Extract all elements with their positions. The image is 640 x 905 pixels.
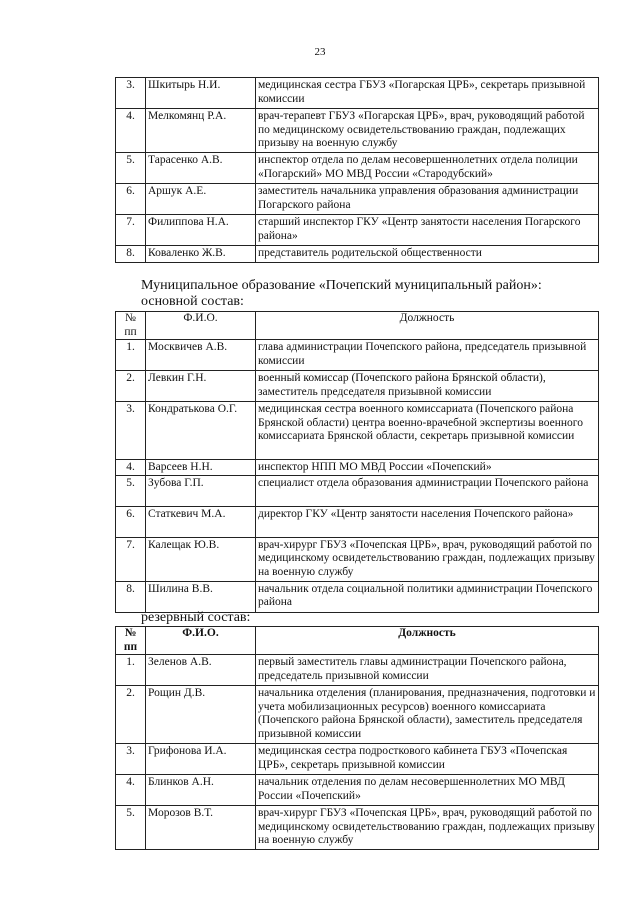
member-name: Аршук А.Е. <box>146 184 256 215</box>
row-number: 3. <box>116 78 146 109</box>
member-position: врач-хирург ГБУЗ «Почепская ЦРБ», врач, руководящий работой по медицинскому освидетельствованию граждан, подлежащих призыву на военную службу <box>256 537 599 581</box>
row-number: 3. <box>116 402 146 460</box>
member-position: начальника отделения (планирования, предназначения, подготовки и учета мобилизационных ресурсов) военного комиссариата (Почепского района Брянской области), заместитель председателя призывной комиссии <box>256 686 599 744</box>
table-row <box>116 246 599 263</box>
row-number: 2. <box>116 371 146 402</box>
member-name: Морозов В.Т. <box>146 806 256 850</box>
member-name: Блинков А.Н. <box>146 775 256 806</box>
row-number: 2. <box>116 686 146 744</box>
member-name: Тарасенко А.В. <box>146 153 256 184</box>
row-number: 8. <box>116 581 146 612</box>
table-row <box>116 581 599 612</box>
member-name: Зубова Г.П. <box>146 475 256 506</box>
member-name: Шкитырь Н.И. <box>146 78 256 109</box>
table-row <box>116 215 599 246</box>
row-number: 1. <box>116 655 146 686</box>
member-position: инспектор отдела по делам несовершеннолетних отдела полиции «Погарский» МО МВД России «Стародубский» <box>256 153 599 184</box>
row-number: 4. <box>116 775 146 806</box>
column-header-number: № пп <box>116 312 146 340</box>
member-position: медицинская сестра ГБУЗ «Погарская ЦРБ», секретарь призывной комиссии <box>256 78 599 109</box>
table-header-row <box>116 312 599 340</box>
member-name: Грифонова И.А. <box>146 744 256 775</box>
member-name: Варсеев Н.Н. <box>146 460 256 476</box>
member-position: первый заместитель главы администрации Почепского района, председатель призывной комиссии <box>256 655 599 686</box>
member-name: Шилина В.В. <box>146 581 256 612</box>
table-row <box>116 460 599 476</box>
commission-table-continued <box>115 77 599 263</box>
section-heading-municipality: Муниципальное образование «Почепский муниципальный район»: <box>141 278 542 293</box>
row-number: 4. <box>116 460 146 476</box>
row-number: 7. <box>116 215 146 246</box>
member-position: старший инспектор ГКУ «Центр занятости населения Погарского района» <box>256 215 599 246</box>
member-name: Кондратькова О.Г. <box>146 402 256 460</box>
member-position: медицинская сестра военного комиссариата (Почепского района Брянской области) центра военно-врачебной экспертизы военного комиссариата Брянской области, секретарь призывной комиссии <box>256 402 599 460</box>
main-composition-table <box>115 311 599 613</box>
column-header-name: Ф.И.О. <box>146 312 256 340</box>
member-name: Филиппова Н.А. <box>146 215 256 246</box>
member-name: Москвичев А.В. <box>146 340 256 371</box>
member-name: Коваленко Ж.В. <box>146 246 256 263</box>
member-position: заместитель начальника управления образования администрации Погарского района <box>256 184 599 215</box>
row-number: 6. <box>116 506 146 537</box>
row-number: 6. <box>116 184 146 215</box>
row-number: 1. <box>116 340 146 371</box>
member-name: Рощин Д.В. <box>146 686 256 744</box>
table-row <box>116 775 599 806</box>
table-row <box>116 506 599 537</box>
member-name: Левкин Г.Н. <box>146 371 256 402</box>
row-number: 7. <box>116 537 146 581</box>
table-row <box>116 744 599 775</box>
member-position: специалист отдела образования администрации Почепского района <box>256 475 599 506</box>
reserve-composition-table <box>115 626 599 850</box>
member-name: Мелкомянц Р.А. <box>146 109 256 153</box>
row-number: 8. <box>116 246 146 263</box>
table-row <box>116 475 599 506</box>
member-position: инспектор НПП МО МВД России «Почепский» <box>256 460 599 476</box>
section-heading-reserve: резервный состав: <box>141 610 251 625</box>
table-header-row <box>116 627 599 655</box>
member-name: Калещак Ю.В. <box>146 537 256 581</box>
table-row <box>116 686 599 744</box>
row-number: 3. <box>116 744 146 775</box>
table-row <box>116 109 599 153</box>
member-position: начальник отделения по делам несовершеннолетних МО МВД России «Почепский» <box>256 775 599 806</box>
member-position: военный комиссар (Почепского района Брянской области), заместитель председателя призывной комиссии <box>256 371 599 402</box>
member-position: начальник отдела социальной политики администрации Почепского района <box>256 581 599 612</box>
table-row <box>116 78 599 109</box>
member-position: врач-хирург ГБУЗ «Почепская ЦРБ», врач, руководящий работой по медицинскому освидетельствованию граждан, подлежащих призыву на военную службу <box>256 806 599 850</box>
member-position: врач-терапевт ГБУЗ «Погарская ЦРБ», врач, руководящий работой по медицинскому освидетельствованию граждан, подлежащих призыву на военную службу <box>256 109 599 153</box>
member-name: Зеленов А.В. <box>146 655 256 686</box>
row-number: 4. <box>116 109 146 153</box>
column-header-position: Должность <box>256 312 599 340</box>
member-position: представитель родительской общественности <box>256 246 599 263</box>
row-number: 5. <box>116 153 146 184</box>
row-number: 5. <box>116 806 146 850</box>
table-row <box>116 153 599 184</box>
member-position: медицинская сестра подросткового кабинета ГБУЗ «Почепская ЦРБ», секретарь призывной комиссии <box>256 744 599 775</box>
column-header-position: Должность <box>256 627 599 655</box>
table-row <box>116 655 599 686</box>
row-number: 5. <box>116 475 146 506</box>
table-row <box>116 340 599 371</box>
column-header-number: № пп <box>116 627 146 655</box>
section-heading-main: основной состав: <box>141 294 244 309</box>
member-position: глава администрации Почепского района, председатель призывной комиссии <box>256 340 599 371</box>
member-position: директор ГКУ «Центр занятости населения Почепского района» <box>256 506 599 537</box>
table-row <box>116 184 599 215</box>
page-number: 23 <box>314 46 326 58</box>
column-header-name: Ф.И.О. <box>146 627 256 655</box>
table-row <box>116 537 599 581</box>
table-row <box>116 371 599 402</box>
member-name: Статкевич М.А. <box>146 506 256 537</box>
table-row <box>116 806 599 850</box>
table-row <box>116 402 599 460</box>
